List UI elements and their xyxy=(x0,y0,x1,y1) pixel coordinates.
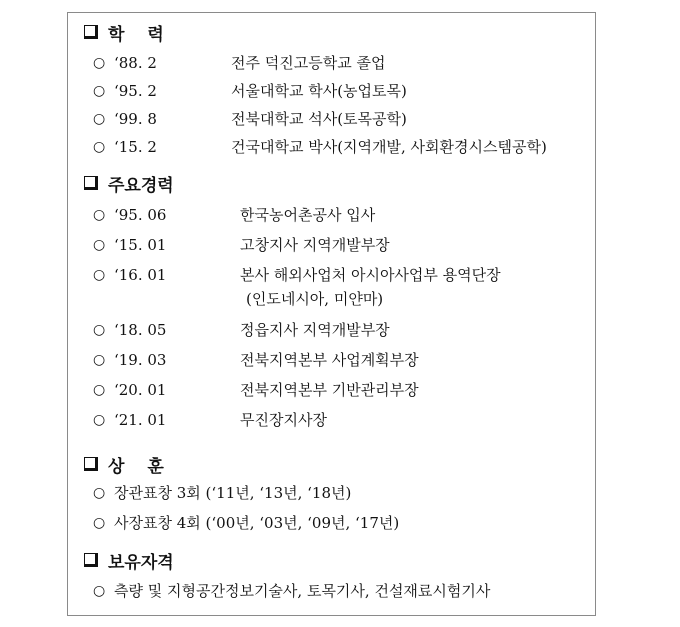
bullet-icon: ○ xyxy=(93,55,106,71)
item-text: 사장표창 4회 (‘00년, ‘03년, ‘09년, ‘17년) xyxy=(114,514,400,532)
item-desc: 전북지역본부 사업계획부장 xyxy=(240,351,419,369)
bullet-icon: ○ xyxy=(93,412,106,428)
section-box-icon xyxy=(84,25,98,39)
item-desc: 정읍지사 지역개발부장 xyxy=(240,321,390,339)
item-date: ‘88. 2 xyxy=(114,54,157,72)
section-box-icon xyxy=(84,553,98,567)
item-date: ‘95. 06 xyxy=(114,206,167,224)
item-desc: 서울대학교 학사(농업토목) xyxy=(231,82,407,100)
section-title-text: 학 력 xyxy=(108,24,164,45)
item-date: ‘21. 01 xyxy=(114,411,167,429)
item-date: ‘19. 03 xyxy=(114,351,167,369)
bullet-icon: ○ xyxy=(93,583,106,599)
section-box-icon xyxy=(84,176,98,190)
item-desc: 무진장지사장 xyxy=(240,411,327,429)
item-desc: 전주 덕진고등학교 졸업 xyxy=(231,54,386,72)
section-awards-title xyxy=(84,452,164,476)
item-text: 장관표창 3회 (‘11년, ‘13년, ‘18년) xyxy=(114,484,352,502)
bullet-icon: ○ xyxy=(93,485,106,501)
item-date: ‘15. 01 xyxy=(114,236,167,254)
bullet-icon: ○ xyxy=(93,352,106,368)
item-desc: 고창지사 지역개발부장 xyxy=(240,236,390,254)
item-date: ‘18. 05 xyxy=(114,321,167,339)
bullet-icon: ○ xyxy=(93,267,106,283)
section-title-text: 주요경력 xyxy=(108,175,174,196)
item-text: 측량 및 지형공간정보기술사, 토목기사, 건설재료시험기사 xyxy=(114,582,491,600)
section-title-text: 보유자격 xyxy=(108,552,174,573)
bullet-icon: ○ xyxy=(93,111,106,127)
bullet-icon: ○ xyxy=(93,382,106,398)
bullet-icon: ○ xyxy=(93,322,106,338)
item-date: ‘16. 01 xyxy=(114,266,167,284)
item-desc: 본사 해외사업처 아시아사업부 용역단장 xyxy=(240,266,501,284)
section-education-title xyxy=(84,20,164,44)
item-date: ‘99. 8 xyxy=(114,110,157,128)
bullet-icon: ○ xyxy=(93,237,106,253)
bullet-icon: ○ xyxy=(93,139,106,155)
section-box-icon xyxy=(84,457,98,471)
bullet-icon: ○ xyxy=(93,83,106,99)
item-desc: 한국농어촌공사 입사 xyxy=(240,206,376,224)
item-date: ‘15. 2 xyxy=(114,138,157,156)
section-certs-title xyxy=(84,548,174,572)
item-date: ‘95. 2 xyxy=(114,82,157,100)
section-title-text: 상 훈 xyxy=(108,456,164,477)
section-career-title xyxy=(84,171,174,195)
item-desc: 전북지역본부 기반관리부장 xyxy=(240,381,419,399)
item-desc-secondary: (인도네시아, 미얀마) xyxy=(246,290,384,308)
item-desc: 건국대학교 박사(지역개발, 사회환경시스템공학) xyxy=(231,138,547,156)
bullet-icon: ○ xyxy=(93,515,106,531)
item-date: ‘20. 01 xyxy=(114,381,167,399)
item-desc: 전북대학교 석사(토목공학) xyxy=(231,110,407,128)
bullet-icon: ○ xyxy=(93,207,106,223)
